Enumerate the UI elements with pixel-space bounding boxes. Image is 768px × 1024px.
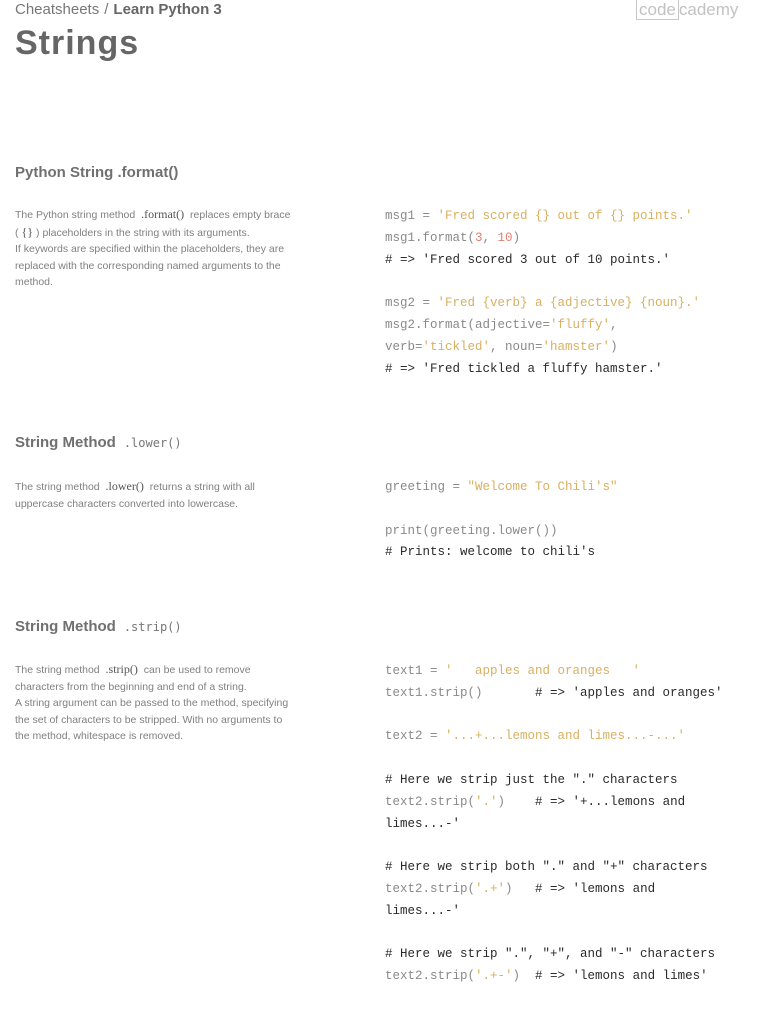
description-line [15, 661, 327, 679]
code-token: msg2 = [385, 296, 438, 311]
code-token: , noun= [490, 339, 543, 354]
code-token: ) [512, 969, 536, 984]
code-token: ) [512, 230, 521, 245]
code-token: ) [497, 794, 536, 809]
code-block [385, 661, 723, 988]
code-comment: limes...-' [385, 816, 461, 831]
code-token: text2.strip( [385, 794, 476, 809]
section-description [15, 661, 327, 745]
description-text: replaces empty brace [187, 209, 291, 221]
description-line [15, 478, 327, 496]
code-token: msg1 = [385, 209, 438, 223]
code-comment: # Here we strip just the "." characters [385, 772, 678, 787]
description-line: replaced with the corresponding named arguments to the [15, 259, 281, 272]
section-title-format [15, 164, 186, 181]
codecademy-logo[interactable] [636, 0, 738, 20]
code-block [385, 206, 700, 380]
section-title-text: String Method [15, 434, 116, 451]
description-text: ( [15, 226, 19, 239]
description-line [15, 206, 327, 224]
code-token: text1.strip() [385, 685, 536, 700]
section-title-lower [15, 434, 182, 451]
code-token: msg1.format( [385, 230, 476, 245]
description-line: A string argument can be passed to the method, specifying [15, 697, 289, 709]
code-string: 'fluffy' [550, 317, 611, 332]
description-line: method. [15, 276, 53, 288]
code-string: ' apples and oranges ' [445, 664, 641, 678]
code-string: 'hamster' [542, 339, 611, 354]
section-title-text: Python String .format() [15, 164, 179, 181]
code-token: text2.strip( [385, 881, 476, 896]
code-token: , [610, 317, 618, 332]
code-token: verb= [385, 339, 423, 354]
code-comment: # Here we strip both "." and "+" characters [385, 860, 708, 875]
inline-code: .strip() [105, 662, 138, 676]
description-text: returns a string with all [146, 481, 255, 493]
code-string: '.+-' [475, 969, 513, 984]
section-title-code: .lower() [123, 436, 182, 450]
code-token: text2 = [385, 729, 446, 744]
section-description [15, 206, 327, 291]
code-token: greeting = [385, 480, 468, 494]
code-token: text1 = [385, 664, 446, 678]
page-title: Strings [15, 24, 140, 62]
code-comment: # => 'lemons and [535, 881, 656, 896]
code-token: ) [610, 339, 618, 354]
breadcrumb-link-cheatsheets[interactable]: Cheatsheets [15, 1, 100, 18]
code-string: 'tickled' [422, 339, 491, 354]
code-comment: # Here we strip ".", "+", and "-" characters [385, 947, 716, 962]
code-comment: # Prints: welcome to chili's [385, 545, 596, 560]
code-token: , [482, 230, 498, 245]
code-comment: # => 'Fred tickled a fluffy hamster.' [385, 361, 663, 376]
description-text: The Python string method [15, 209, 139, 221]
code-token: text2.strip( [385, 969, 476, 984]
code-string: '.' [475, 794, 498, 809]
code-string: "Welcome To Chili's" [467, 480, 618, 494]
section-title-code: .strip() [123, 620, 182, 634]
code-comment: # => 'apples and oranges' [535, 685, 723, 700]
section-title-text: String Method [15, 618, 116, 635]
inline-code: {} [21, 224, 34, 239]
description-text: can be used to remove [140, 664, 251, 676]
description-text: The string method [15, 481, 103, 493]
section-description [15, 478, 327, 512]
description-line [15, 224, 327, 242]
breadcrumb [15, 1, 222, 18]
code-comment: # => '+...lemons and [535, 794, 686, 809]
code-comment: # => 'Fred scored 3 out of 10 points.' [385, 252, 671, 267]
section-title-strip [15, 618, 182, 635]
code-number: 10 [497, 230, 513, 245]
code-string: 'Fred {verb} a {adjective} {noun}.' [437, 296, 701, 311]
description-text: ) placeholders in the string with its arguments. [36, 226, 250, 239]
logo-code: code [636, 0, 679, 20]
code-comment: # => 'lemons and limes' [535, 969, 708, 984]
code-comment: limes...-' [385, 903, 461, 918]
code-string: '.+' [475, 881, 506, 896]
breadcrumb-separator: / [104, 1, 109, 18]
description-line: characters from the beginning and end of a string. [15, 680, 247, 693]
code-string: '...+...lemons and limes...-...' [445, 729, 686, 744]
code-number: 3 [475, 230, 483, 245]
code-token: ) [505, 881, 536, 896]
code-string: 'Fred scored {} out of {} points.' [437, 209, 693, 223]
breadcrumb-current[interactable]: Learn Python 3 [113, 1, 222, 18]
description-line: uppercase characters converted into lowercase. [15, 497, 238, 510]
code-block [385, 477, 618, 564]
logo-cademy: cademy [678, 0, 739, 19]
description-text: The string method [15, 664, 103, 676]
inline-code: .format() [141, 207, 185, 221]
code-token: print(greeting.lower()) [385, 523, 558, 538]
inline-code: .lower() [105, 479, 144, 493]
code-token: msg2.format(adjective= [385, 317, 551, 332]
description-line: the method, whitespace is removed. [15, 730, 184, 742]
description-line: the set of characters to be stripped. With no arguments to [15, 713, 283, 726]
description-line: If keywords are specified within the placeholders, they are [15, 243, 285, 255]
